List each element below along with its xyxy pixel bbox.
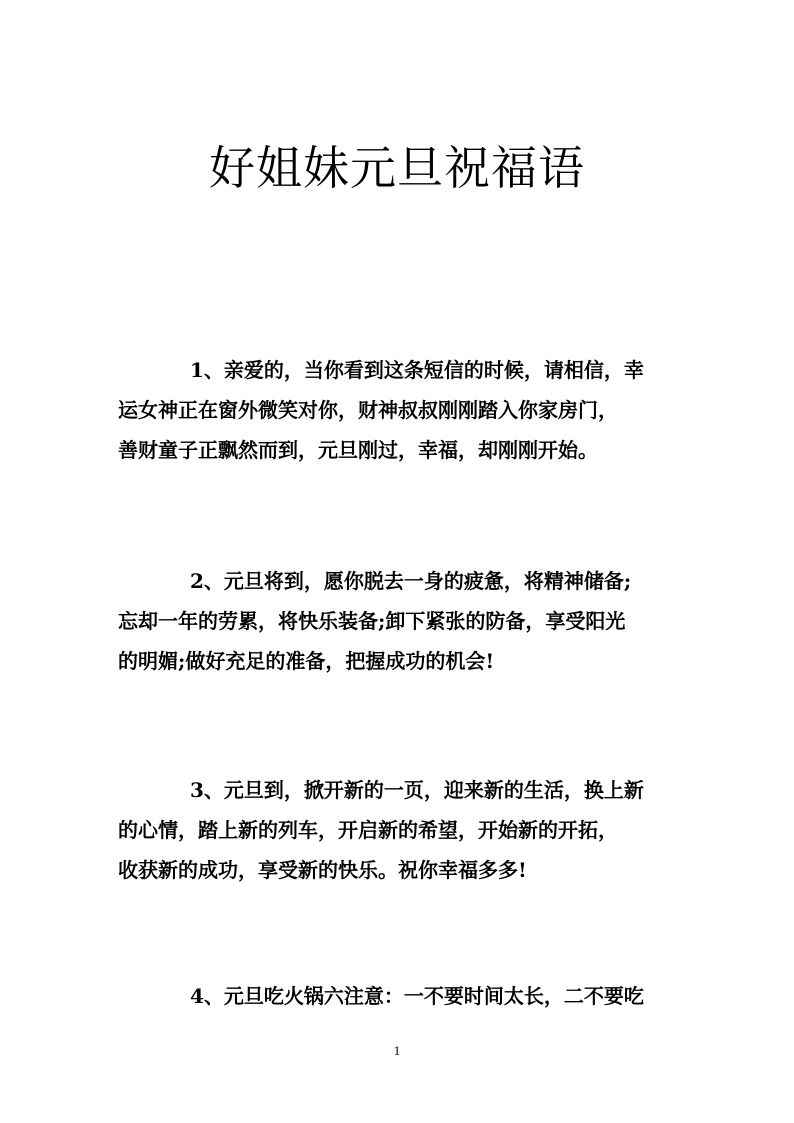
paragraph-line: 的心情，踏上新的列车，开启新的希望，开始新的开拓，	[118, 818, 618, 842]
paragraph-line: 善财童子正飘然而到，元旦刚过，幸福，却刚刚开始。	[118, 438, 598, 462]
paragraph-line: 4、元旦吃火锅六注意：一不要时间太长，二不要吃	[190, 984, 644, 1008]
paragraph-2	[118, 561, 678, 681]
paragraph-line: 忘却一年的劳累，将快乐装备;卸下紧张的防备，享受阳光	[118, 609, 626, 633]
paragraph-3	[118, 770, 678, 890]
document-title: 好姐妹元旦祝福语	[209, 141, 585, 195]
paragraph-line: 的明媚;做好充足的准备，把握成功的机会!	[118, 649, 495, 673]
paragraph-1	[118, 350, 678, 470]
paragraph-line: 2、元旦将到，愿你脱去一身的疲惫，将精神储备;	[190, 569, 632, 593]
paragraph-line: 3、元旦到，掀开新的一页，迎来新的生活，换上新	[190, 778, 644, 802]
page-number: 1	[393, 1043, 401, 1058]
paragraph-line: 运女神正在窗外微笑对你，财神叔叔刚刚踏入你家房门，	[118, 398, 618, 422]
paragraph-4	[118, 976, 678, 1016]
paragraph-line: 收获新的成功，享受新的快乐。祝你幸福多多!	[118, 858, 527, 882]
paragraph-line: 1、亲爱的，当你看到这条短信的时候，请相信，幸	[190, 358, 644, 382]
